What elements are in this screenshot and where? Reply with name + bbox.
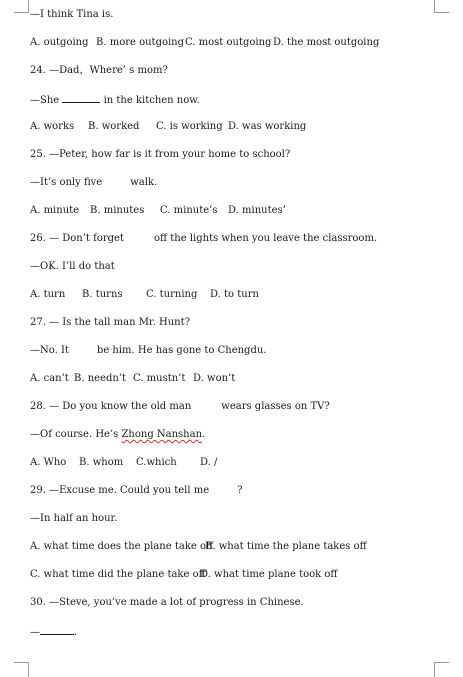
text-segment: walk. — [130, 177, 158, 188]
text-segment: wears glasses on TV? — [221, 401, 330, 412]
text-line — [30, 92, 200, 106]
text-segment: —She — [30, 95, 63, 106]
page-corner-mark — [434, 0, 449, 13]
answer-option: C. most outgoing — [185, 37, 272, 48]
text-line — [30, 344, 266, 358]
page-corner-mark — [434, 662, 449, 677]
text-line — [30, 428, 205, 442]
page-corner-mark — [14, 662, 29, 677]
answer-option: A. works — [30, 121, 75, 132]
answer-option: A. what time does the plane take off — [30, 541, 214, 552]
answer-option: C. is working — [156, 121, 223, 132]
text-segment: 28. — Do you know the old man — [30, 401, 192, 412]
text-segment: 30. —Steve, you’ve made a lot of progress in Chinese. — [30, 597, 304, 608]
answer-option: B. needn’t — [74, 373, 127, 384]
answer-option: A. Who — [30, 457, 67, 468]
text-line — [30, 596, 304, 610]
answer-option: C. mustn’t — [133, 373, 186, 384]
spellcheck-word: Zhong Nanshan — [121, 429, 203, 440]
answer-option: D. the most outgoing — [273, 37, 380, 48]
text-segment: 27. — Is the tall man Mr. Hunt? — [30, 317, 190, 328]
answer-option: B. turns — [82, 289, 123, 300]
answer-option: B. worked — [88, 121, 140, 132]
answer-option: A. outgoing — [30, 37, 89, 48]
text-line — [30, 8, 113, 22]
text-line — [30, 64, 168, 78]
answer-option: B. what time the plane takes off — [205, 541, 367, 552]
answer-option: B. minutes — [90, 205, 145, 216]
text-line — [30, 176, 157, 190]
answer-option: A. turn — [30, 289, 66, 300]
answer-option: C. minute’s — [160, 205, 218, 216]
text-segment: —It’s only five — [30, 177, 103, 188]
text-segment: —Of course. He’s — [30, 429, 122, 440]
answer-blank — [40, 624, 74, 635]
text-segment: . — [202, 429, 206, 440]
answer-option: C.which — [136, 457, 177, 468]
text-segment: 25. —Peter, how far is it from your home to school? — [30, 149, 291, 160]
answer-option: A. minute — [30, 205, 80, 216]
text-line — [30, 484, 243, 498]
text-segment: —In half an hour. — [30, 513, 118, 524]
answer-option: D. what time plane took off — [200, 569, 338, 580]
text-segment: ? — [237, 485, 243, 496]
text-line — [30, 148, 290, 162]
text-segment: off the lights when you leave the classroom. — [153, 233, 378, 244]
text-line — [30, 624, 77, 638]
answer-blank — [62, 92, 100, 103]
text-segment: —No. It — [30, 345, 69, 356]
text-segment: —I think Tina is. — [30, 9, 114, 20]
text-segment: 26. — Don’t forget — [30, 233, 124, 244]
answer-option: D. was working — [228, 121, 307, 132]
answer-option: C. what time did the plane take off — [30, 569, 206, 580]
answer-option: D. won’t — [193, 373, 236, 384]
text-line — [30, 316, 190, 330]
text-line — [30, 512, 117, 526]
text-segment: in the kitchen now. — [100, 95, 200, 106]
text-segment: — — [30, 627, 40, 638]
answer-option: B. whom — [79, 457, 124, 468]
page-corner-mark — [14, 0, 29, 13]
text-line — [30, 400, 330, 414]
answer-option: B. more outgoing — [96, 37, 185, 48]
text-segment: 24. —Dad，Where’ s mom? — [30, 65, 168, 76]
answer-option: A. can’t — [30, 373, 69, 384]
answer-option: D. to turn — [210, 289, 259, 300]
answer-option: D. minutes’ — [228, 205, 286, 216]
text-segment: be him. He has gone to Chengdu. — [96, 345, 267, 356]
text-line — [30, 260, 115, 274]
text-segment: —OK. I’ll do that — [30, 261, 115, 272]
answer-option: C. turning — [146, 289, 198, 300]
text-line — [30, 232, 377, 246]
answer-option: D. / — [200, 457, 218, 468]
text-segment: . — [74, 627, 78, 638]
text-segment: 29. —Excuse me. Could you tell me — [30, 485, 210, 496]
